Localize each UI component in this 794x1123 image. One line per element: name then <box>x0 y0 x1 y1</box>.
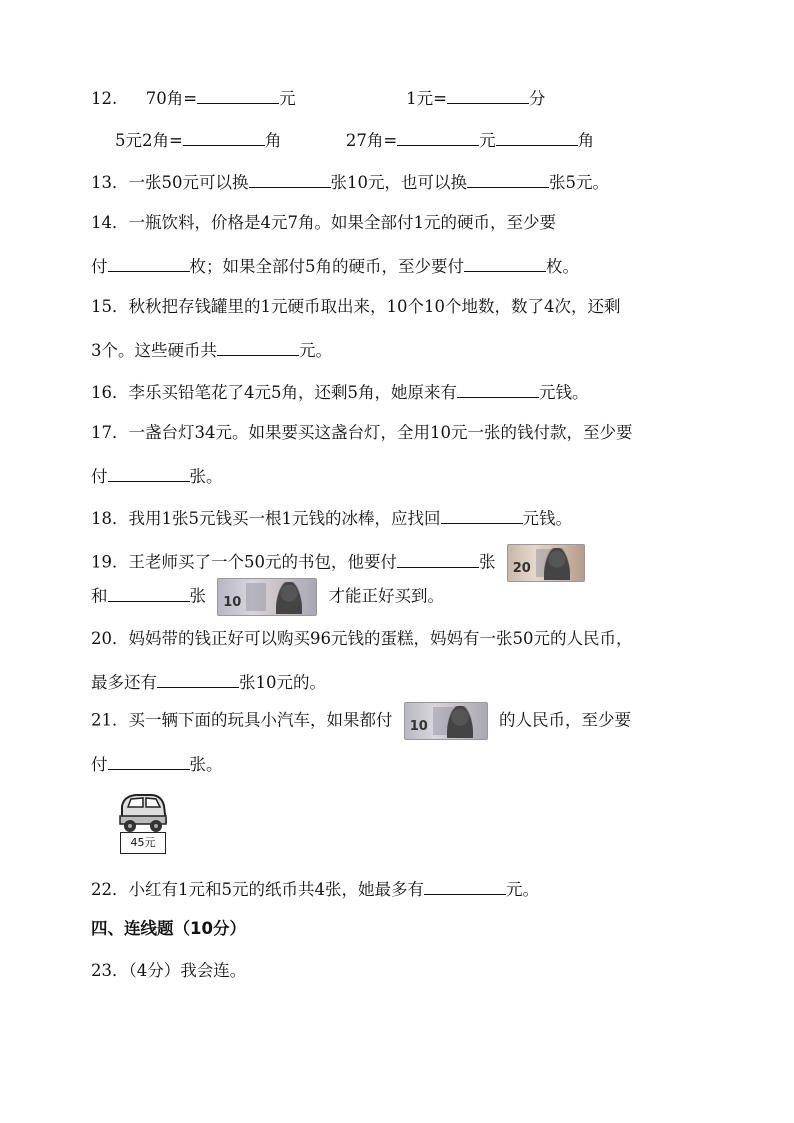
answer-blank[interactable] <box>108 254 190 272</box>
answer-blank[interactable] <box>108 584 190 602</box>
portrait-icon <box>447 706 473 738</box>
answer-blank[interactable] <box>217 338 299 356</box>
section-heading: 四、连线题（10分） <box>91 919 246 938</box>
price-tag: 45元 <box>120 832 166 854</box>
q17-line1: 17．一盏台灯34元。如果要买这盏台灯，全用10元一张的钱付款，至少要 <box>91 423 633 442</box>
note-pattern <box>246 583 266 611</box>
q21-line1 <box>91 702 631 740</box>
portrait-icon <box>276 582 302 614</box>
q12-a-left: 70角= <box>145 89 198 108</box>
q12-b-right: 分 <box>528 89 546 108</box>
q20-line1: 20．妈妈带的钱正好可以购买96元钱的蛋糕，妈妈有一张50元的人民币， <box>91 629 633 648</box>
answer-blank[interactable] <box>496 128 578 146</box>
q14-line1: 14．一瓶饮料，价格是4元7角。如果全部付1元的硬币，至少要 <box>91 213 556 232</box>
q18-line <box>91 506 572 530</box>
answer-blank[interactable] <box>424 877 506 895</box>
q19-text: 才能正好买到。 <box>328 586 444 606</box>
q16-line <box>91 380 589 404</box>
q20-text: 张10元的。 <box>239 673 326 692</box>
q14-line2 <box>91 254 579 278</box>
q15-line1: 15．秋秋把存钱罐里的1元硬币取出来，10个10个地数，数了4次，还剩 <box>91 297 621 316</box>
q12-d-mid: 元 <box>479 131 496 150</box>
q12-number: 12. <box>91 89 118 108</box>
toy-car-image <box>116 792 170 858</box>
q15-text: 元。 <box>299 341 332 360</box>
q21-text: 21．买一辆下面的玩具小汽车，如果都付 <box>91 710 393 730</box>
q17-text: 张。 <box>189 467 223 486</box>
q18-text: 18．我用1张5元钱买一根1元钱的冰棒，应找回 <box>91 509 441 528</box>
q12-line1 <box>91 86 545 110</box>
q19-text: 张 <box>479 552 496 572</box>
answer-blank[interactable] <box>249 170 331 188</box>
q19-line1 <box>91 544 591 582</box>
q18-text: 元钱。 <box>522 509 572 528</box>
answer-blank[interactable] <box>467 170 549 188</box>
twenty-yuan-note-image <box>507 544 585 582</box>
note-denomination: 10 <box>409 719 428 734</box>
q20-text: 最多还有 <box>91 673 157 692</box>
note-denomination: 10 <box>223 595 242 610</box>
q17-text: 付 <box>91 467 108 486</box>
answer-blank[interactable] <box>157 670 239 688</box>
q21-line2 <box>91 752 223 776</box>
q20-line2 <box>91 670 326 694</box>
q21-text: 付 <box>91 755 108 774</box>
answer-blank[interactable] <box>457 380 539 398</box>
q19-text: 和 <box>91 586 108 606</box>
answer-blank[interactable] <box>397 550 479 568</box>
q19-text: 张 <box>189 586 206 606</box>
q12-line2 <box>115 128 594 152</box>
q23-line: 23．（4分）我会连。 <box>91 961 247 980</box>
q13-text: 13．一张50元可以换 <box>91 173 249 192</box>
q12-b-left: 1元= <box>406 89 447 108</box>
q12-c-right: 角 <box>264 131 282 150</box>
q22-line <box>91 877 539 901</box>
q13-text: 张5元。 <box>549 173 609 192</box>
answer-blank[interactable] <box>441 506 523 524</box>
q12-d-left: 27角= <box>345 131 398 150</box>
q19-text: 19．王老师买了一个50元的书包，他要付 <box>91 552 397 572</box>
q15-line2 <box>91 338 332 362</box>
q14-text: 付 <box>91 257 108 276</box>
answer-blank[interactable] <box>108 464 190 482</box>
q22-text: 22．小红有1元和5元的纸币共4张，她最多有 <box>91 880 424 899</box>
ten-yuan-note-image <box>404 702 488 740</box>
q19-line2 <box>91 578 444 616</box>
q12-c-left: 5元2角= <box>115 131 183 150</box>
q13-line <box>91 170 609 194</box>
answer-blank[interactable] <box>108 752 190 770</box>
q21-text: 张。 <box>189 755 223 774</box>
q21-text: 的人民币，至少要 <box>499 710 631 730</box>
note-denomination: 20 <box>512 561 531 576</box>
q14-text: 枚；如果全部付5角的硬币，至少要付 <box>189 257 464 276</box>
answer-blank[interactable] <box>397 128 479 146</box>
answer-blank[interactable] <box>447 86 529 104</box>
ten-yuan-note-image <box>217 578 317 616</box>
car-icon <box>116 792 170 834</box>
q14-text: 枚。 <box>546 257 579 276</box>
portrait-icon <box>544 548 570 580</box>
q22-text: 元。 <box>506 880 539 899</box>
q13-text: 张10元，也可以换 <box>330 173 467 192</box>
q17-line2 <box>91 464 223 488</box>
q16-text: 16．李乐买铅笔花了4元5角，还剩5角，她原来有 <box>91 383 457 402</box>
q16-text: 元钱。 <box>539 383 589 402</box>
q12-a-right: 元 <box>279 89 296 108</box>
answer-blank[interactable] <box>183 128 265 146</box>
q15-text: 3个。这些硬币共 <box>91 341 217 360</box>
answer-blank[interactable] <box>464 254 546 272</box>
q12-d-right: 角 <box>577 131 595 150</box>
answer-blank[interactable] <box>197 86 279 104</box>
